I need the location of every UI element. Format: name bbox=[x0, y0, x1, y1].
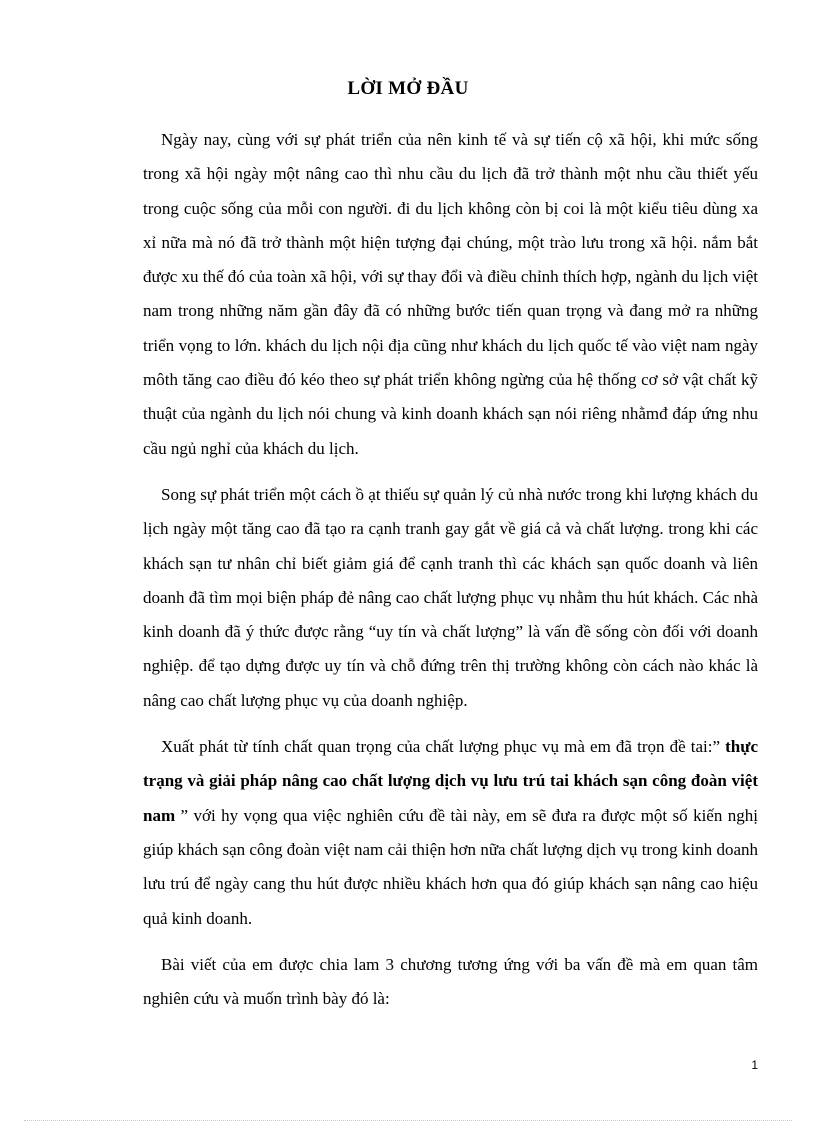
paragraph-competition: Song sự phát triển một cách ồ ạt thiếu sự quản lý củ nhà nước trong khi lượng khách du lịch ngày một tăng cao đã tạo ra cạnh tranh gay gắt về giá cả và chất lượng. trong khi các khách sạn tư nhân chỉ biết giảm giá để cạnh tranh thì các khách sạn quốc doanh và liên doanh đã tìm mọi biện pháp đẻ nâng cao chất lượng phục vụ nhằm thu hút khách. Các nhà kinh doanh đã ý thức được rằng “uy tín và chất lượng” là vấn đề sống còn đối với doanh nghiệp. để tạo dựng được uy tín và chỗ đứng trên thị trường không còn cách nào khác là nâng cao chất lượng phục vụ của doanh nghiệp. bbox=[143, 484, 758, 710]
paragraph-intro: Ngày nay, cùng với sự phát triển của nên kinh tế và sự tiến cộ xã hội, khi mức sống trong xã hội ngày một nâng cao thì nhu cầu du lịch đã trở thành một nhu cầu thiết yếu trong cuộc sống của mỗi con người. đi du lịch không còn bị coi là một kiểu tiêu dùng xa xỉ nữa mà nó đã trở thành một hiện tượng đại chúng, một trào lưu trong xã hội. nắm bắt được xu thế đó của toàn xã hội, với sự thay đổi và điều chỉnh thích hợp, ngành du lịch việt nam trong những năm gần đây đã có những bước tiến quan trọng và đang mở ra những triển vọng to lớn. khách du lịch nội địa cũng như khách du lịch quốc tế vào việt nam ngày môth tăng cao điều đó kéo theo sự phát triển không ngừng của hệ thống cơ sở vật chất kỹ thuật của ngành du lịch nói chung và kinh doanh khách sạn nói riêng nhằmđ đáp ứng nhu cầu ngủ nghỉ của khách du lịch. bbox=[143, 130, 758, 458]
paragraph-topic-end: ” với hy vọng qua việc nghiên cứu đề tài này, em sẽ đưa ra được một số kiến nghị giúp khách sạn công đoàn việt nam cải thiện hơn nữa chất lượng dịch vụ trong kinh doanh lưu trú để ngày cang thu hút được nhiều khách hơn qua đó giúp khách sạn nâng cao hiệu quả kinh doanh. bbox=[143, 805, 758, 928]
thesis-topic-title: thực trạng và giải pháp nâng cao chất lượng dịch vụ lưu trú tai khách sạn công đoàn việt nam bbox=[143, 737, 758, 825]
page-title: LỜI MỞ ĐẦU bbox=[347, 78, 469, 99]
paragraph-topic-start: Xuất phát từ tính chất quan trọng của chất lượng phục vụ mà em đã trọn đề tai:” bbox=[161, 737, 721, 757]
document-body bbox=[143, 123, 758, 1016]
page-bottom-divider bbox=[24, 1120, 792, 1121]
paragraph-structure: Bài viết của em được chia lam 3 chương tương ứng với ba vấn đề mà em quan tâm nghiên cứu và muốn trình bày đó là: bbox=[143, 954, 758, 1009]
page-number: 1 bbox=[751, 1058, 758, 1072]
paragraph-topic bbox=[143, 730, 758, 936]
